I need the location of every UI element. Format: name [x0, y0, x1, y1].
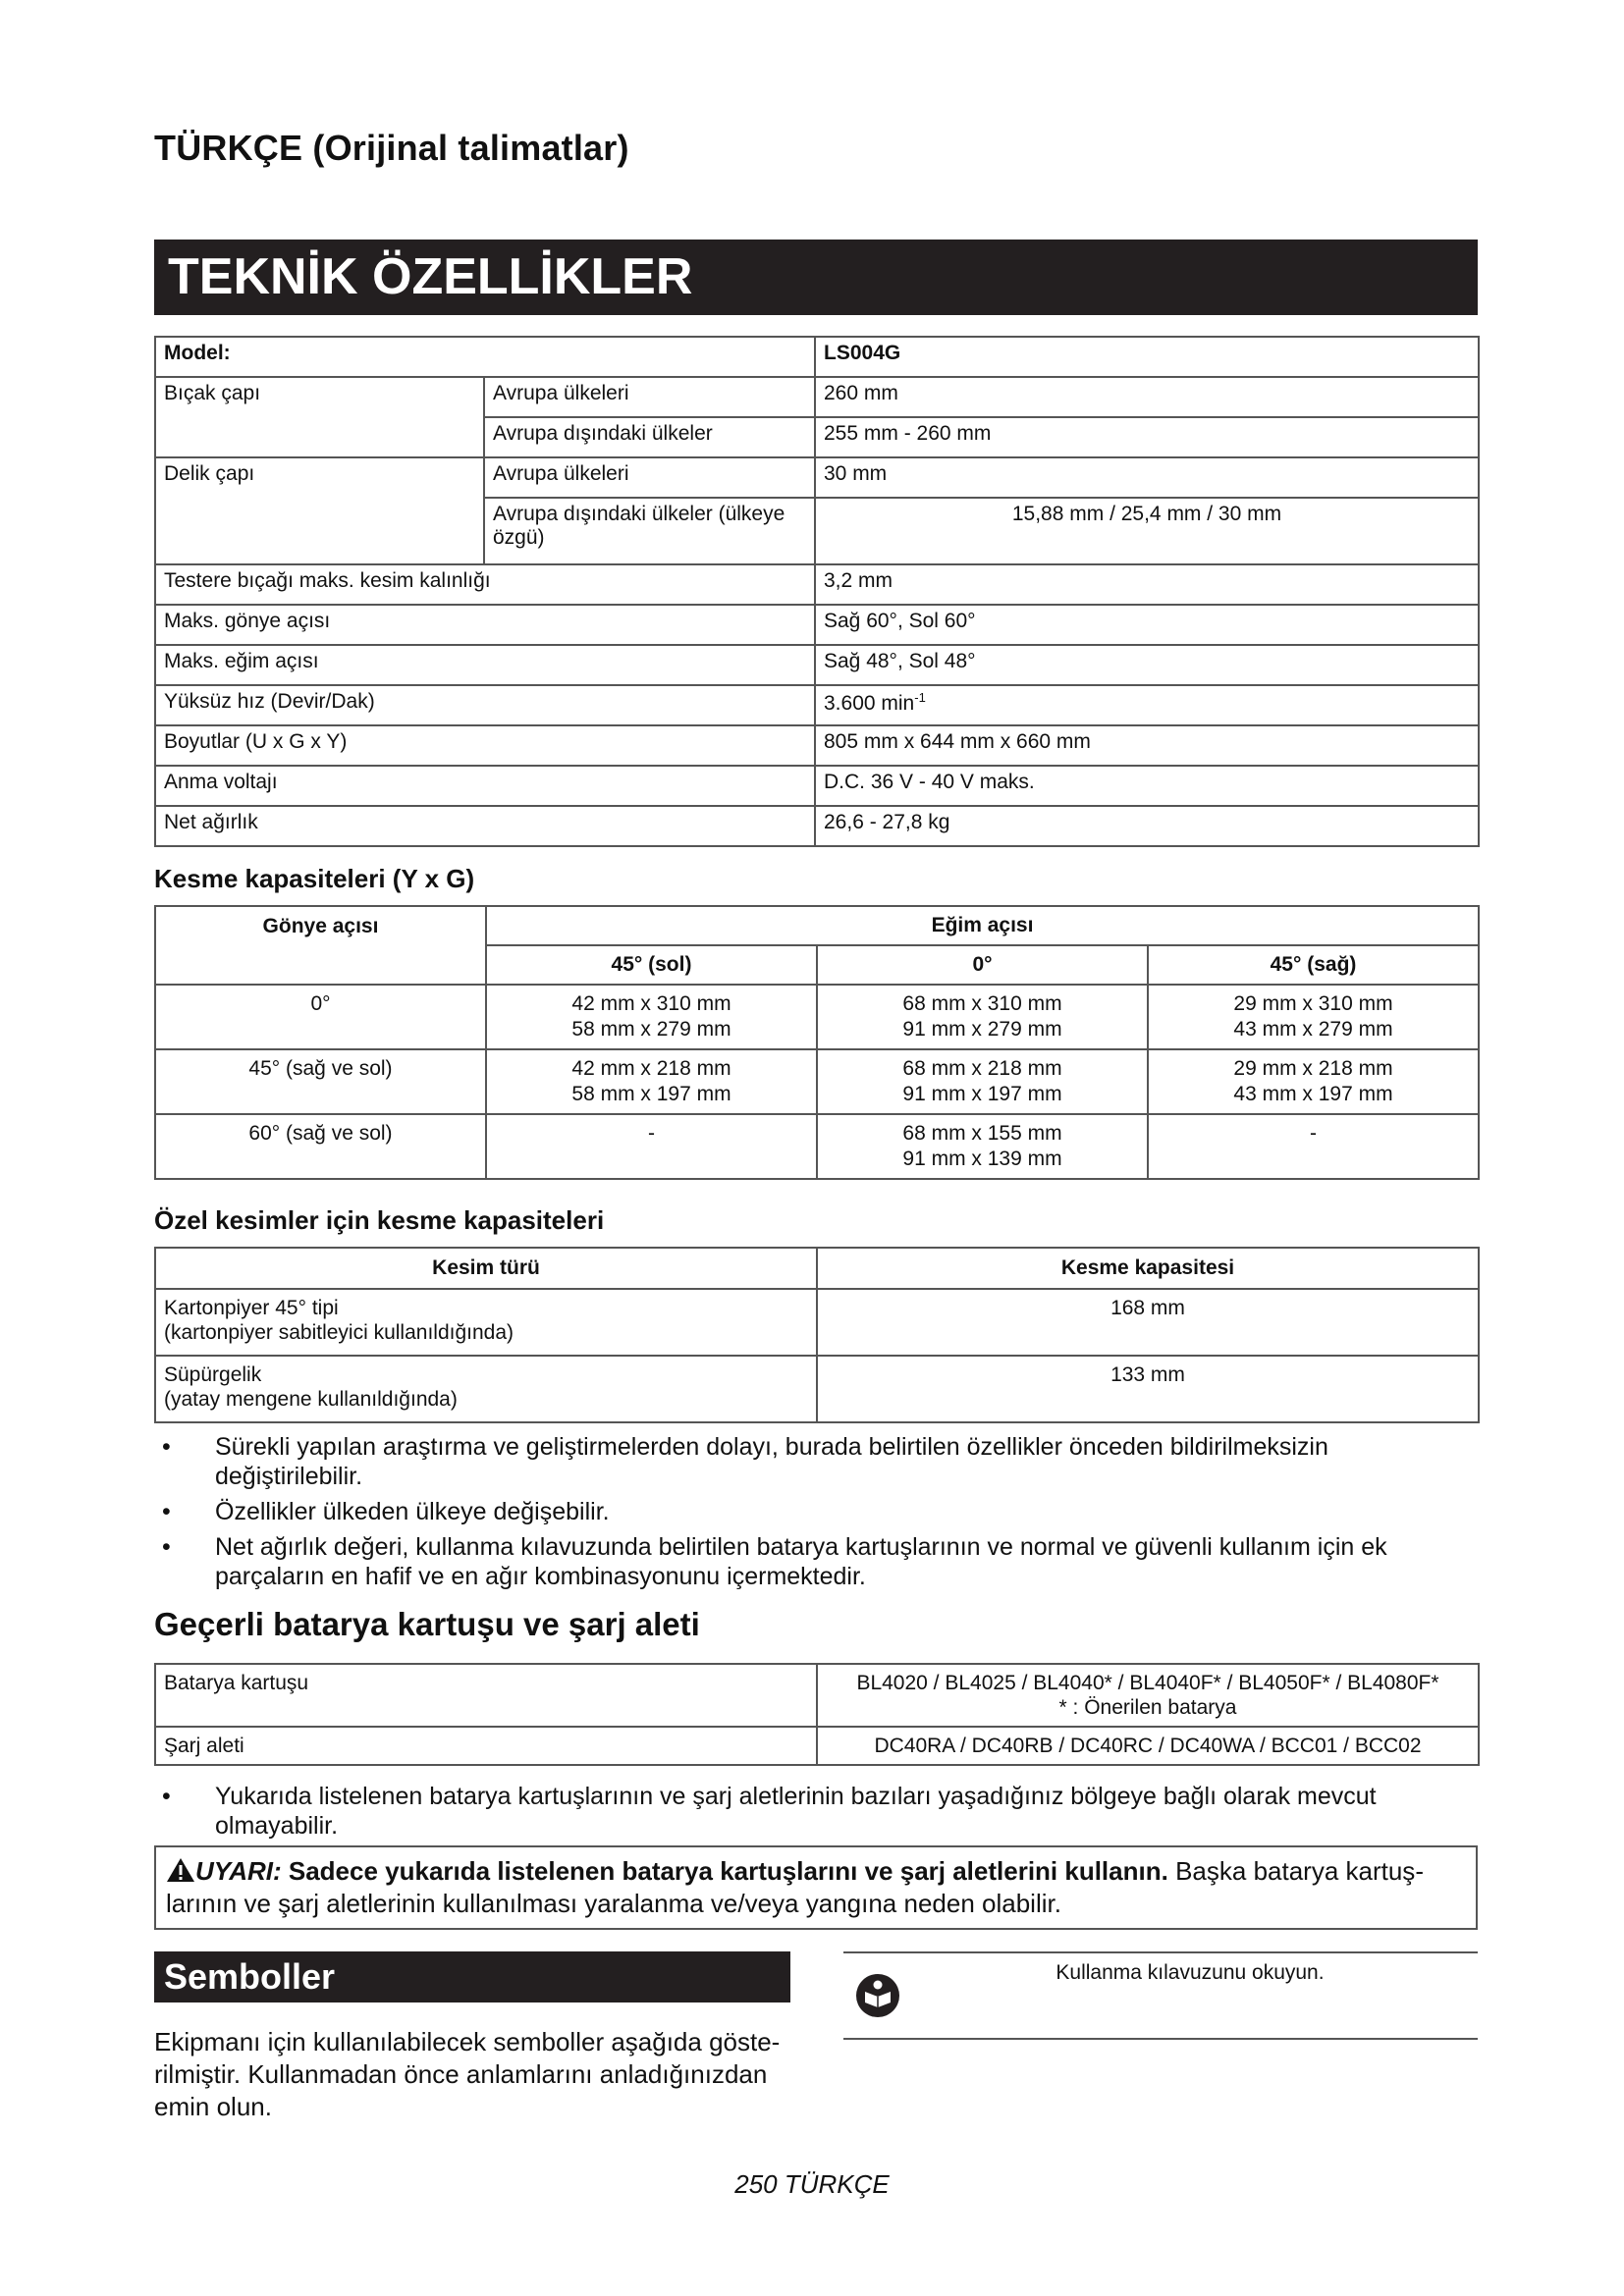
bevel-col-left: 45° (sol) — [486, 945, 817, 985]
kerf-value: 3,2 mm — [815, 564, 1479, 605]
hole-diameter-other-label: Avrupa dışındaki ülkeler (ülkeye özgü) — [484, 498, 815, 564]
list-item: • Sürekli yapılan araştırma ve geliştirmelerden dolayı, burada belirtilen özellikler önceden bildirilmeksizin değiştirilebilir. — [154, 1432, 1478, 1491]
cut-type-line: (yatay mengene kullanıldığında) — [164, 1388, 458, 1411]
miter-value: 45° (sağ ve sol) — [155, 1049, 486, 1114]
cut-capacity-value: 133 mm — [817, 1356, 1479, 1422]
warning-triangle-icon — [166, 1857, 195, 1883]
capacity-line: 68 mm x 310 mm — [902, 992, 1062, 1015]
cut-type-header: Kesim türü — [155, 1248, 817, 1289]
capacity-line: 91 mm x 279 mm — [902, 1018, 1062, 1041]
table-row — [155, 766, 1479, 806]
cut-type-line: Kartonpiyer 45° tipi — [164, 1297, 339, 1319]
blade-diameter-other-value: 255 mm - 260 mm — [815, 417, 1479, 457]
capacity-cell — [817, 1114, 1148, 1179]
specifications-table — [154, 336, 1480, 847]
table-row — [155, 605, 1479, 645]
battery-cartridge-note: * : Önerilen batarya — [1058, 1696, 1237, 1719]
table-row — [155, 457, 1479, 498]
symbol-description: Kullanma kılavuzunu okuyun. — [1056, 1961, 1325, 1984]
capacity-line: 29 mm x 218 mm — [1233, 1057, 1393, 1080]
no-load-speed-exponent: -1 — [914, 690, 926, 705]
bevel-angle-value: Sağ 48°, Sol 48° — [815, 645, 1479, 685]
table-row — [155, 1289, 1479, 1356]
symbols-heading: Semboller — [154, 1951, 790, 2002]
warning-box — [154, 1845, 1478, 1930]
battery-table — [154, 1663, 1480, 1766]
list-item: • Net ağırlık değeri, kullanma kılavuzunda belirtilen batarya kartuşlarının ve normal ve güvenli kullanım için ek parçaların en hafif ve en ağır kombinasyonunu içermektedir. — [154, 1532, 1478, 1591]
kerf-label: Testere bıçağı maks. kesim kalınlığı — [155, 564, 815, 605]
table-row — [155, 1248, 1479, 1289]
rated-voltage-value: D.C. 36 V - 40 V maks. — [815, 766, 1479, 806]
capacity-line: - — [648, 1122, 655, 1145]
capacity-line: - — [1310, 1122, 1318, 1145]
dimensions-label: Boyutlar (U x G x Y) — [155, 725, 815, 766]
specs-heading: TEKNİK ÖZELLİKLER — [154, 240, 1478, 315]
bevel-col-right: 45° (sağ) — [1148, 945, 1479, 985]
spec-notes-list — [154, 1432, 1478, 1597]
hole-diameter-other-value: 15,88 mm / 25,4 mm / 30 mm — [815, 498, 1479, 564]
warning-label: UYARI: — [195, 1856, 282, 1886]
capacity-line: 68 mm x 155 mm — [902, 1122, 1062, 1145]
table-row — [155, 1664, 1479, 1727]
hole-diameter-eu-label: Avrupa ülkeleri — [484, 457, 815, 498]
hole-diameter-eu-value: 30 mm — [815, 457, 1479, 498]
capacity-cell — [1148, 1049, 1479, 1114]
hole-diameter-label: Delik çapı — [155, 457, 484, 564]
battery-section-title: Geçerli batarya kartuşu ve şarj aleti — [154, 1606, 700, 1642]
bevel-angle-header: Eğim açısı — [486, 906, 1479, 945]
charger-label: Şarj aleti — [155, 1727, 817, 1765]
capacity-cell — [1148, 985, 1479, 1049]
page-footer: 250 TÜRKÇE — [734, 2169, 890, 2199]
capacity-cell — [486, 1049, 817, 1114]
special-cuts-table — [154, 1247, 1480, 1423]
table-row — [155, 1114, 1479, 1179]
miter-angle-header: Gönye açısı — [155, 906, 486, 985]
blade-diameter-eu-value: 260 mm — [815, 377, 1479, 417]
miter-value: 60° (sağ ve sol) — [155, 1114, 486, 1179]
capacity-line: 43 mm x 279 mm — [1233, 1018, 1393, 1041]
dimensions-value: 805 mm x 644 mm x 660 mm — [815, 725, 1479, 766]
battery-cartridge-value: BL4020 / BL4025 / BL4040* / BL4040F* / BL4050F* / BL4080F* — [856, 1672, 1439, 1694]
bevel-col-zero: 0° — [817, 945, 1148, 985]
charger-value: DC40RA / DC40RB / DC40RC / DC40WA / BCC01 / BCC02 — [817, 1727, 1479, 1765]
model-value: LS004G — [815, 337, 1479, 377]
net-weight-value: 26,6 - 27,8 kg — [815, 806, 1479, 846]
miter-angle-label: Maks. gönye açısı — [155, 605, 815, 645]
capacity-line: 58 mm x 197 mm — [571, 1083, 731, 1105]
symbols-intro: Ekipmanı için kullanılabilecek semboller aşağıda gösterilmiştir. Kullanmadan önce anlamlarını anladığınızdan emin olun. — [154, 2027, 781, 2121]
special-cuts-title: Özel kesimler için kesme kapasiteleri — [154, 1205, 605, 1235]
list-item: • Yukarıda listelenen batarya kartuşlarının ve şarj aletlerinin bazıları yaşadığınız bölgeye bağlı olarak mevcut olmayabilir. — [154, 1782, 1478, 1841]
no-load-speed-value: 3.600 min — [824, 692, 915, 715]
table-row — [155, 1049, 1479, 1114]
cut-type-cell — [155, 1289, 817, 1356]
cut-type-line: Süpürgelik — [164, 1363, 262, 1386]
capacity-line: 68 mm x 218 mm — [902, 1057, 1062, 1080]
net-weight-label: Net ağırlık — [155, 806, 815, 846]
model-label: Model: — [155, 337, 815, 377]
rated-voltage-label: Anma voltajı — [155, 766, 815, 806]
capacity-line: 58 mm x 279 mm — [571, 1018, 731, 1041]
no-load-speed-cell — [815, 685, 1479, 725]
table-row — [155, 1727, 1479, 1765]
warning-strong-text: Sadece yukarıda listelenen batarya kartuşlarını ve şarj aletlerini kullanın. — [288, 1856, 1168, 1886]
capacity-cell — [1148, 1114, 1479, 1179]
table-row — [155, 564, 1479, 605]
capacity-line: 42 mm x 310 mm — [571, 992, 731, 1015]
miter-value: 0° — [155, 985, 486, 1049]
capacity-cell — [486, 1114, 817, 1179]
table-row — [155, 906, 1479, 945]
warning-text: Başka batarya kartuşlarının ve şarj aletlerinin kullanılması yaralanma ve/veya yangına neden olabilir. — [166, 1856, 1424, 1918]
cut-capacity-value: 168 mm — [817, 1289, 1479, 1356]
battery-cartridge-cell — [817, 1664, 1479, 1727]
cutting-capacities-table — [154, 905, 1480, 1180]
capacity-line: 29 mm x 310 mm — [1233, 992, 1393, 1015]
list-item: • Özellikler ülkeden ülkeye değişebilir. — [154, 1497, 1478, 1526]
no-load-speed-label: Yüksüz hız (Devir/Dak) — [155, 685, 815, 725]
table-row — [155, 645, 1479, 685]
capacity-line: 42 mm x 218 mm — [571, 1057, 731, 1080]
cutting-capacities-title: Kesme kapasiteleri (Y x G) — [154, 864, 475, 893]
blade-diameter-other-label: Avrupa dışındaki ülkeler — [484, 417, 815, 457]
cut-type-cell — [155, 1356, 817, 1422]
bevel-angle-label: Maks. eğim açısı — [155, 645, 815, 685]
capacity-cell — [486, 985, 817, 1049]
capacity-line: 91 mm x 197 mm — [902, 1083, 1062, 1105]
blade-diameter-label: Bıçak çapı — [155, 377, 484, 457]
table-row — [155, 377, 1479, 417]
blade-diameter-eu-label: Avrupa ülkeleri — [484, 377, 815, 417]
table-row — [155, 806, 1479, 846]
page-header-title: TÜRKÇE (Orijinal talimatlar) — [154, 128, 629, 168]
table-row — [155, 337, 1479, 377]
table-row — [155, 1356, 1479, 1422]
capacity-line: 43 mm x 197 mm — [1233, 1083, 1393, 1105]
battery-cartridge-label: Batarya kartuşu — [155, 1664, 817, 1727]
capacity-cell — [817, 1049, 1148, 1114]
capacity-line: 91 mm x 139 mm — [902, 1148, 1062, 1170]
cut-type-line: (kartonpiyer sabitleyici kullanıldığında) — [164, 1321, 514, 1344]
table-row — [155, 985, 1479, 1049]
cut-capacity-header: Kesme kapasitesi — [817, 1248, 1479, 1289]
capacity-cell — [817, 985, 1148, 1049]
table-row — [155, 725, 1479, 766]
table-row — [155, 685, 1479, 725]
symbol-row — [843, 1951, 1478, 2040]
miter-angle-value: Sağ 60°, Sol 60° — [815, 605, 1479, 645]
battery-notes-list — [154, 1782, 1478, 1846]
